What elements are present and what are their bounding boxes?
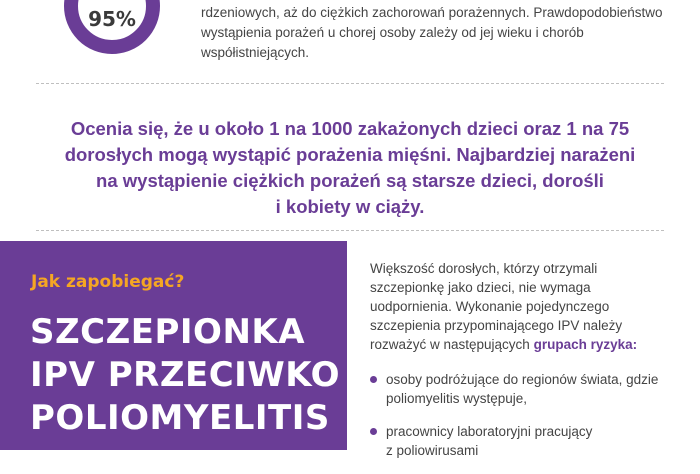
vaccine-intro-line: Większość dorosłych, którzy otrzymali xyxy=(370,261,598,276)
prevention-heading: Jak zapobiegać? xyxy=(31,272,185,292)
intro-line: wystąpienia porażeń u chorej osoby zależy od jej wieku i chorób xyxy=(201,25,584,40)
list-item xyxy=(370,370,670,408)
list-item xyxy=(370,422,670,460)
prevention-panel xyxy=(0,241,347,450)
bullet-dot-icon xyxy=(370,428,377,435)
vaccine-intro-line: uodpornienia. Wykonanie pojedynczego xyxy=(370,299,610,314)
vaccine-intro-text: rozważyć w następujących xyxy=(370,337,530,352)
vaccine-intro-line xyxy=(370,335,670,354)
vaccine-intro xyxy=(370,259,670,354)
vaccine-title-line: IPV PRZECIWKO xyxy=(30,355,341,395)
dashed-divider xyxy=(36,83,664,84)
callout-line: na wystąpienie ciężkich porażeń są starsze dzieci, dorośli xyxy=(96,170,604,191)
list-item-line: pracownicy laboratoryjni pracujący xyxy=(386,424,593,439)
vaccine-intro-line: szczepionkę jako dzieci, nie wymaga xyxy=(370,280,591,295)
list-item-line: osoby podróżujące do regionów świata, gdzie xyxy=(386,372,659,387)
stat-ring-95 xyxy=(64,0,160,54)
intro-line: współistniejących. xyxy=(201,45,310,60)
highlight-callout xyxy=(30,116,670,220)
list-item-line: poliomyelitis występuje, xyxy=(386,391,528,406)
vaccine-title-line: SZCZEPIONKA xyxy=(30,312,306,352)
callout-line: dorosłych mogą wystąpić porażenia mięśni. Najbardziej narażeni xyxy=(64,144,636,165)
vaccine-info xyxy=(370,259,670,474)
bullet-dot-icon xyxy=(370,376,377,383)
risk-group-list xyxy=(370,370,670,460)
intro-line: rdzeniowych, aż do ciężkich zachorowań porażennych. Prawdopodobieństwo xyxy=(201,5,663,20)
callout-line: i kobiety w ciąży. xyxy=(275,196,425,217)
dashed-divider xyxy=(36,230,664,231)
callout-line: Ocenia się, że u około 1 na 1000 zakażonych dzieci oraz 1 na 75 xyxy=(70,118,630,139)
vaccine-title-line: POLIOMYELITIS xyxy=(30,398,330,438)
intro-paragraph xyxy=(201,3,681,63)
stat-value: 95% xyxy=(88,7,136,31)
risk-groups-highlight: grupach ryzyka: xyxy=(533,337,638,352)
list-item-line: z poliowirusami xyxy=(386,443,479,458)
vaccine-intro-line: szczepienia przypominającego IPV należy xyxy=(370,318,623,333)
vaccine-title xyxy=(30,311,340,440)
